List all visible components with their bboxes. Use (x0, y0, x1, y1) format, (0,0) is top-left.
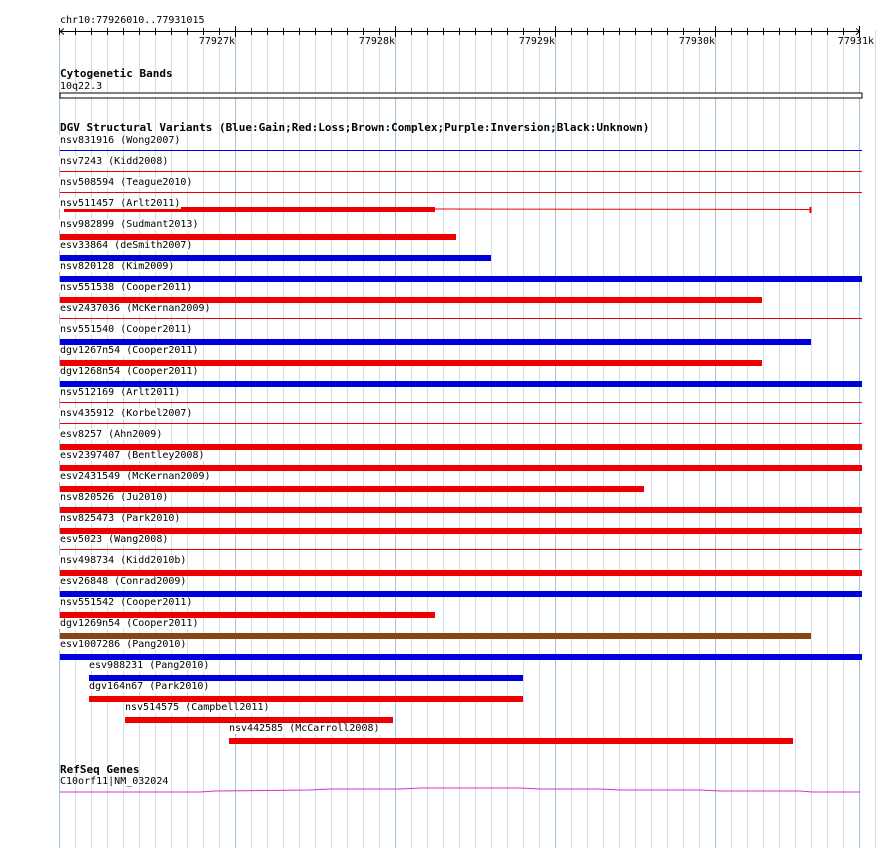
refseq-track-title: RefSeq Genes (60, 763, 140, 776)
ruler-tick-label: 77931k (837, 36, 874, 47)
sv-feature-label[interactable]: esv988231 (Pang2010) (89, 660, 210, 671)
ruler-tick-label: 77928k (358, 36, 395, 47)
sv-feature-label[interactable]: nsv498734 (Kidd2010b) (60, 555, 187, 566)
sv-feature-label[interactable]: nsv831916 (Wong2007) (60, 135, 181, 146)
sv-feature-label[interactable]: esv2397407 (Bentley2008) (60, 450, 205, 461)
ruler-tick-label: 77929k (518, 36, 555, 47)
sv-feature-label[interactable]: nsv7243 (Kidd2008) (60, 156, 169, 167)
sv-feature-label[interactable]: esv5023 (Wang2008) (60, 534, 169, 545)
ruler-tick-label: 77930k (678, 36, 715, 47)
sv-feature-label[interactable]: dgv1268n54 (Cooper2011) (60, 366, 199, 377)
sv-feature-label[interactable]: dgv164n67 (Park2010) (89, 681, 210, 692)
sv-feature-label[interactable]: nsv435912 (Korbel2007) (60, 408, 193, 419)
sv-feature-label[interactable]: nsv820128 (Kim2009) (60, 261, 175, 272)
sv-feature-label[interactable]: esv2437036 (McKernan2009) (60, 303, 211, 314)
sv-feature-label[interactable]: nsv982899 (Sudmant2013) (60, 219, 199, 230)
sv-feature-label[interactable]: dgv1269n54 (Cooper2011) (60, 618, 199, 629)
sv-feature-label[interactable]: nsv511457 (Arlt2011) (60, 198, 181, 209)
ruler-tick-label: 77927k (198, 36, 235, 47)
sv-feature-bar (229, 738, 793, 744)
sv-feature-label[interactable]: esv1007286 (Pang2010) (60, 639, 187, 650)
sv-feature-label[interactable]: esv26848 (Conrad2009) (60, 576, 187, 587)
dgv-track-title: DGV Structural Variants (Blue:Gain;Red:Loss;Brown:Complex;Purple:Inversion;Black:Unknown) (60, 121, 650, 134)
sv-feature-label[interactable]: esv33864 (deSmith2007) (60, 240, 193, 251)
sv-feature-label[interactable]: nsv551538 (Cooper2011) (60, 282, 193, 293)
sv-feature-label[interactable]: esv2431549 (McKernan2009) (60, 471, 211, 482)
sv-feature-label[interactable]: esv8257 (Ahn2009) (60, 429, 163, 440)
cytoband-bar (60, 93, 862, 98)
sv-feature-label[interactable]: nsv825473 (Park2010) (60, 513, 181, 524)
sv-feature-label[interactable]: nsv820526 (Ju2010) (60, 492, 169, 503)
cytoband-track-title: Cytogenetic Bands (60, 67, 173, 80)
refseq-gene-label: C10orf11|NM_032024 (60, 776, 169, 787)
sv-feature-label[interactable]: dgv1267n54 (Cooper2011) (60, 345, 199, 356)
region-label: chr10:77926010..77931015 (60, 15, 205, 26)
sv-feature-label[interactable]: nsv551542 (Cooper2011) (60, 597, 193, 608)
sv-feature-bar (60, 528, 862, 534)
sv-feature-label[interactable]: nsv508594 (Teague2010) (60, 177, 193, 188)
sv-feature-label[interactable]: nsv512169 (Arlt2011) (60, 387, 181, 398)
sv-feature-label[interactable]: nsv551540 (Cooper2011) (60, 324, 193, 335)
sv-feature-label[interactable]: nsv442585 (McCarroll2008) (229, 723, 380, 734)
cytoband-label: 10q22.3 (60, 81, 103, 92)
sv-feature-label[interactable]: nsv514575 (Campbell2011) (125, 702, 270, 713)
